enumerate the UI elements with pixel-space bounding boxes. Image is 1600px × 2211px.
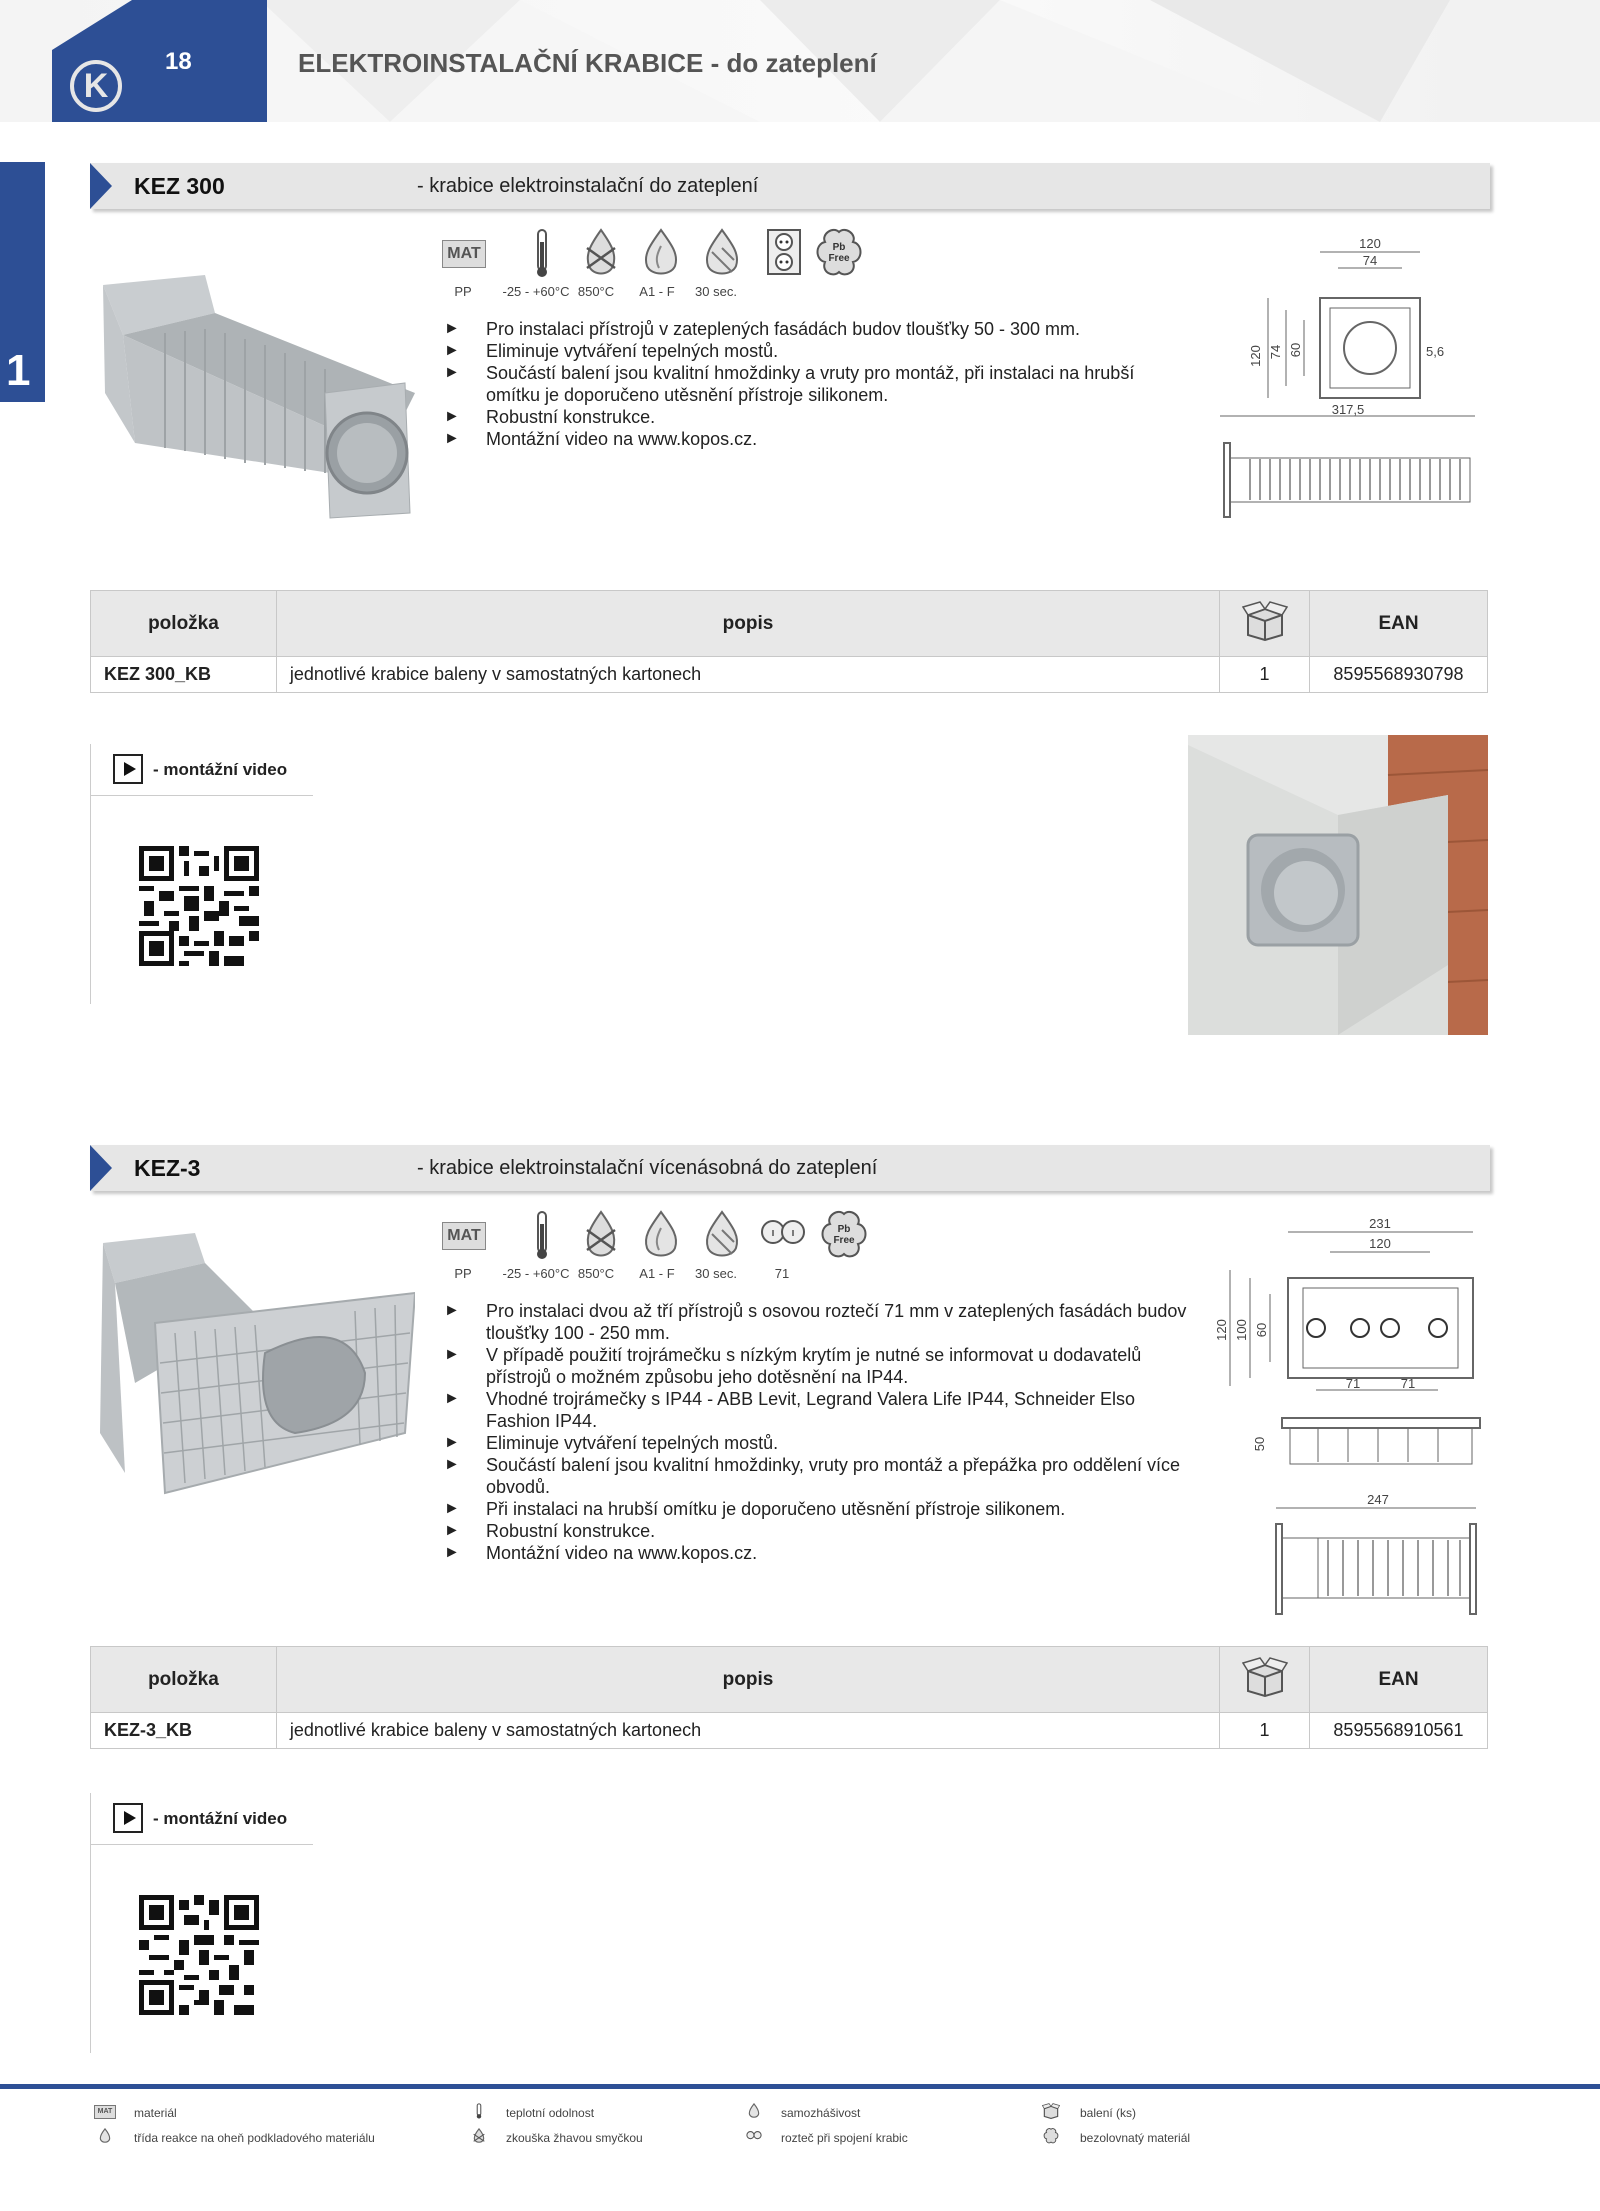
- col-header-ean: EAN: [1310, 591, 1488, 657]
- dim-spacing-b: 71: [1400, 1376, 1416, 1391]
- kez300-technical-drawing: [1210, 238, 1500, 543]
- product-table-kez3: [90, 1646, 1488, 1749]
- dim-height-inner: 60: [1288, 342, 1303, 358]
- dim-spacing-a: 71: [1345, 1376, 1361, 1391]
- feature-item: ► Robustní konstrukce.: [444, 1520, 1204, 1542]
- dim-width-inner: 74: [1362, 253, 1378, 268]
- feature-item: ► Eliminuje vytváření tepelných mostů.: [444, 340, 1164, 362]
- legend-temperature: teplotní odolnost: [506, 2106, 595, 2120]
- flame-icon: [637, 1210, 685, 1260]
- product-name: KEZ-3: [134, 1155, 201, 1181]
- flame-icon: [637, 228, 685, 278]
- page-title: ELEKTROINSTALAČNÍ KRABICE - do zateplení: [298, 48, 877, 78]
- product-header-kez3: [90, 1145, 1490, 1191]
- self-extinguish-icon: [698, 228, 746, 278]
- video-link[interactable]: [91, 744, 313, 796]
- product-description: - krabice elektroinstalační vícenásobná do zateplení: [417, 1157, 878, 1179]
- cell-code: KEZ-3_KB: [91, 1713, 277, 1749]
- feature-item: ► Pro instalaci dvou až tří přístrojů s osovou roztečí 71 mm v zateplených fasádách budov tloušťky 100 - 250 mm.: [444, 1300, 1204, 1344]
- col-header-package: [1220, 591, 1310, 657]
- box-spacing-icon: [745, 2128, 763, 2144]
- play-icon[interactable]: [113, 754, 143, 784]
- cell-ean: 8595568930798: [1310, 657, 1488, 693]
- pb-free-icon: [815, 228, 863, 278]
- video-link[interactable]: [91, 1793, 313, 1845]
- legend-package: balení (ks): [1080, 2106, 1137, 2120]
- play-icon[interactable]: [113, 1803, 143, 1833]
- feature-item: ► Součástí balení jsou kvalitní hmoždinky, vruty pro montáž a přepážka pro oddělení více obvodů.: [444, 1454, 1204, 1498]
- video-box-kez300: [90, 744, 312, 1004]
- feature-item: ► Vhodné trojrámečky s IP44 - ABB Levit, Legrand Valera Life IP44, Schneider Elso Fashion IP44.: [444, 1388, 1204, 1432]
- icon-label-fire-class: A1 - F: [639, 1266, 675, 1281]
- section-number: 1: [6, 346, 31, 395]
- legend-spacing: rozteč při spojení krabic: [781, 2131, 908, 2145]
- col-header-item: položka: [91, 591, 277, 657]
- product-table-kez300: [90, 590, 1488, 693]
- col-header-item: položka: [91, 1647, 277, 1713]
- icon-label-material: PP: [454, 284, 472, 299]
- icon-label-spacing: 71: [774, 1266, 790, 1281]
- kez3-product-photo: [95, 1233, 415, 1495]
- pb-free-icon: [1042, 2128, 1060, 2144]
- qr-code[interactable]: [139, 846, 259, 966]
- icon-label-material: PP: [454, 1266, 472, 1281]
- col-header-package: [1220, 1647, 1310, 1713]
- video-box-kez3: [90, 1793, 312, 2053]
- legend-glow-wire: zkouška žhavou smyčkou: [506, 2131, 643, 2145]
- box-spacing-icon: [758, 1210, 806, 1260]
- self-extinguish-icon: [745, 2103, 763, 2119]
- feature-item: ► Pro instalaci přístrojů v zateplených fasádách budov tloušťky 50 - 300 mm.: [444, 318, 1164, 340]
- feature-item: ► Montážní video na www.kopos.cz.: [444, 428, 1164, 450]
- thermometer-icon: [470, 2103, 488, 2119]
- mat-icon: MAT: [442, 240, 486, 268]
- svg-text:Free: Free: [833, 1235, 855, 1246]
- legend-fire-class: třída reakce na oheň podkladového materiálu: [134, 2131, 375, 2145]
- feature-item: ► Součástí balení jsou kvalitní hmoždinky a vruty pro montáž, při instalaci na hrubší omítku je doporučeno utěsnění přístroje silikonem.: [444, 362, 1164, 406]
- icon-label-self-extinguish: 30 sec.: [695, 1266, 737, 1281]
- icon-label-glow-wire: 850°C: [577, 1266, 615, 1281]
- product-name: KEZ 300: [134, 173, 225, 199]
- dim-side-height: 50: [1252, 1436, 1267, 1452]
- glow-wire-icon: [577, 1210, 625, 1260]
- package-icon: [1242, 1657, 1288, 1697]
- glow-wire-icon: [470, 2128, 488, 2144]
- icon-label-glow-wire: 850°C: [577, 284, 615, 299]
- chevron-icon: [90, 1145, 112, 1191]
- col-header-description: popis: [276, 1647, 1219, 1713]
- page-number: 18: [165, 48, 192, 75]
- thermometer-icon: [518, 228, 566, 278]
- video-label[interactable]: - montážní video: [153, 1809, 288, 1828]
- feature-item: ► Montážní video na www.kopos.cz.: [444, 1542, 1204, 1564]
- cell-description: jednotlivé krabice baleny v samostatných kartonech: [276, 657, 1219, 693]
- dim-width-outer: 120: [1359, 238, 1381, 251]
- table-row: [91, 1713, 1488, 1749]
- col-header-description: popis: [276, 591, 1219, 657]
- feature-item: ► V případě použití trojrámečku s nízkým krytím je nutné se informovat u dodavatelů přístrojů o možném způsobu jeho dotěsnění na IP44.: [444, 1344, 1204, 1388]
- self-extinguish-icon: [698, 1210, 746, 1260]
- feature-list-kez300: [444, 318, 1164, 450]
- flame-icon: [96, 2128, 114, 2144]
- mat-icon: MAT: [94, 2105, 116, 2119]
- legend-self-extinguish: samozhášivost: [781, 2106, 861, 2120]
- dim-width-outer: 231: [1369, 1218, 1391, 1231]
- svg-text:Pb: Pb: [837, 1224, 851, 1235]
- kez300-product-photo: [95, 273, 415, 523]
- double-socket-icon: [760, 228, 808, 278]
- dim-length: 247: [1367, 1492, 1389, 1507]
- svg-text:Free: Free: [828, 253, 850, 264]
- qr-code[interactable]: [139, 1895, 259, 2015]
- dim-height-mid: 74: [1268, 344, 1283, 360]
- feature-list-kez3: [444, 1300, 1204, 1564]
- icon-label-self-extinguish: 30 sec.: [695, 284, 737, 299]
- cell-description: jednotlivé krabice baleny v samostatných kartonech: [276, 1713, 1219, 1749]
- dim-hole: 5,6: [1426, 344, 1445, 359]
- kez3-technical-drawing: [1208, 1218, 1500, 1620]
- footer-divider: [0, 2084, 1600, 2089]
- dim-height-inner: 60: [1254, 1322, 1269, 1338]
- dim-height-outer: 120: [1248, 345, 1263, 367]
- legend-pb-free: bezolovnatý materiál: [1080, 2131, 1191, 2145]
- cell-code: KEZ 300_KB: [91, 657, 277, 693]
- dim-height-outer: 120: [1214, 1319, 1229, 1341]
- feature-item: ► Při instalaci na hrubší omítku je doporučeno utěsnění přístroje silikonem.: [444, 1498, 1204, 1520]
- icon-label-fire-class: A1 - F: [639, 284, 675, 299]
- installation-photo: [1188, 735, 1488, 1035]
- dim-width-inner: 120: [1369, 1236, 1391, 1251]
- chevron-icon: [90, 163, 112, 209]
- section-tab: [0, 162, 45, 402]
- cell-ean: 8595568910561: [1310, 1713, 1488, 1749]
- icon-label-temperature: -25 - +60°C: [502, 1266, 570, 1281]
- pb-free-icon: [820, 1210, 868, 1260]
- dim-height-mid: 100: [1234, 1319, 1249, 1341]
- package-icon: [1042, 2103, 1060, 2119]
- dim-length: 317,5: [1331, 402, 1365, 417]
- icon-label-temperature: -25 - +60°C: [502, 284, 570, 299]
- feature-item: ► Robustní konstrukce.: [444, 406, 1164, 428]
- package-icon: [1242, 601, 1288, 641]
- glow-wire-icon: [577, 228, 625, 278]
- feature-item: ► Eliminuje vytváření tepelných mostů.: [444, 1432, 1204, 1454]
- product-header-kez300: [90, 163, 1490, 209]
- product-description: - krabice elektroinstalační do zateplení: [417, 175, 759, 197]
- video-label[interactable]: - montážní video: [153, 760, 288, 779]
- thermometer-icon: [518, 1210, 566, 1260]
- mat-icon: MAT: [442, 1222, 486, 1250]
- col-header-ean: EAN: [1310, 1647, 1488, 1713]
- svg-text:Pb: Pb: [832, 242, 846, 253]
- table-row: [91, 657, 1488, 693]
- kopos-logo: K: [70, 60, 122, 112]
- legend-material: materiál: [134, 2106, 177, 2120]
- cell-quantity: 1: [1220, 1713, 1310, 1749]
- cell-quantity: 1: [1220, 657, 1310, 693]
